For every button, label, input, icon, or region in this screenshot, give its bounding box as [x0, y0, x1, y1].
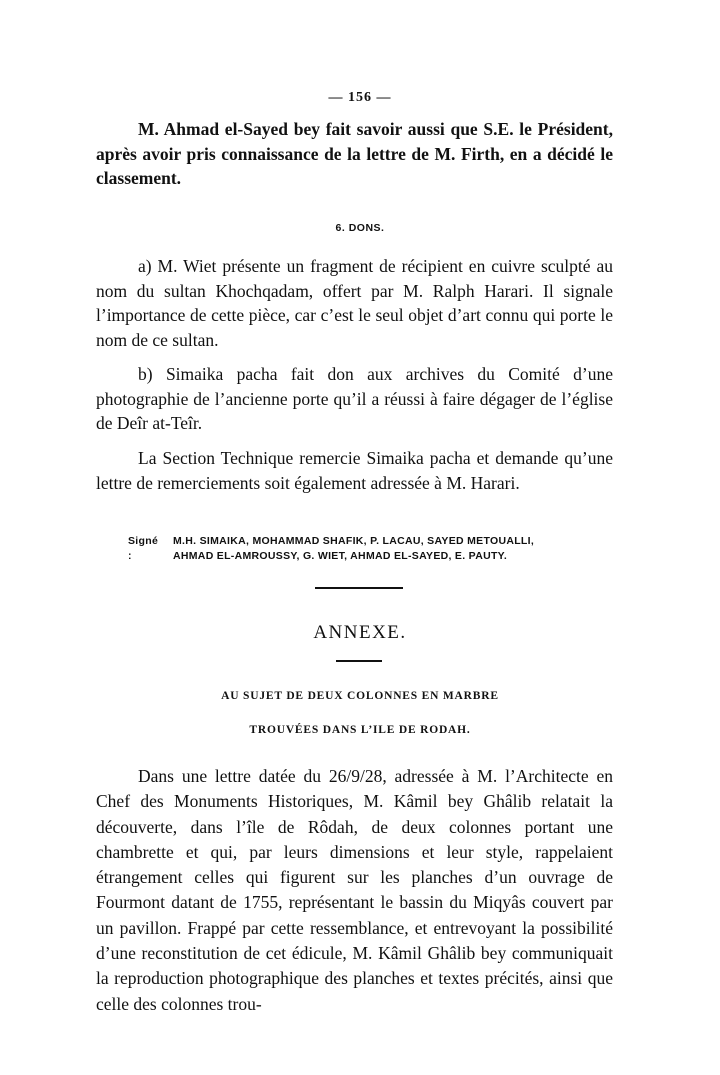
annexe-title: ANNEXE. — [313, 622, 407, 643]
intro-paragraph: M. Ahmad el-Sayed bey fait savoir aussi que S.E. le Président, après avoir pris connaissance de la lettre de M. Firth, en a décidé le classement. — [96, 119, 613, 188]
annexe-title-underline — [336, 660, 382, 662]
page-number: — 156 — — [328, 90, 392, 105]
signatures-line-1: M.H. SIMAIKA, MOHAMMAD SHAFIK, P. LACAU, SAYED METOUALLI, — [173, 535, 535, 547]
annexe-paragraph: Dans une lettre datée du 26/9/28, adressée à M. l’Architecte en Chef des Monuments Historiques, M. Kâmil bey Ghâlib relatait la découverte, dans l’île de Rôdah, de deux colonnes portant une chambrette et qui, par leurs dimensions et leur style, rappelaient étrangement celles qui figurent sur les planches d’un ouvrage de Fourmont datant de 1755, représentant le bassin du Miqyâs couvert par un pavillon. Frappé par cette ressemblance, et entrevoyant la possibilité d’une reconstitution de cet édicule, M. Kâmil Ghâlib bey communiquait la reproduction photographique des planches et textes précités, ainsi que celle des colonnes trou- — [96, 766, 613, 1014]
dons-item-b: b) Simaika pacha fait don aux archives du Comité d’une photographie de l’ancienne porte qu’il a réussi à faire dégager de l’église de Deîr at-Teîr. — [96, 364, 613, 433]
dons-item-a: a) M. Wiet présente un fragment de récipient en cuivre sculpté au nom du sultan Khochqadam, offert par M. Ralph Harari. Il signale l’importance de cette pièce, car c’est le seul objet d’art connu qui porte le nom de ce sultan. — [96, 256, 613, 350]
signatures-label: Signé : — [128, 535, 159, 562]
signatures-line-2: AHMAD EL-AMROUSSY, G. WIET, AHMAD EL-SAYED, E. PAUTY. — [173, 550, 508, 562]
section-divider-rule — [315, 587, 403, 589]
annexe-subtitle-line-1: AU SUJET DE DEUX COLONNES EN MARBRE — [221, 690, 499, 702]
annexe-subtitle-line-2: TROUVÉES DANS L’ILE DE RODAH. — [249, 724, 471, 736]
dons-heading: 6. DONS. — [335, 222, 385, 234]
dons-closing-paragraph: La Section Technique remercie Simaika pacha et demande qu’une lettre de remerciements soit également adressée à M. Harari. — [96, 448, 613, 493]
